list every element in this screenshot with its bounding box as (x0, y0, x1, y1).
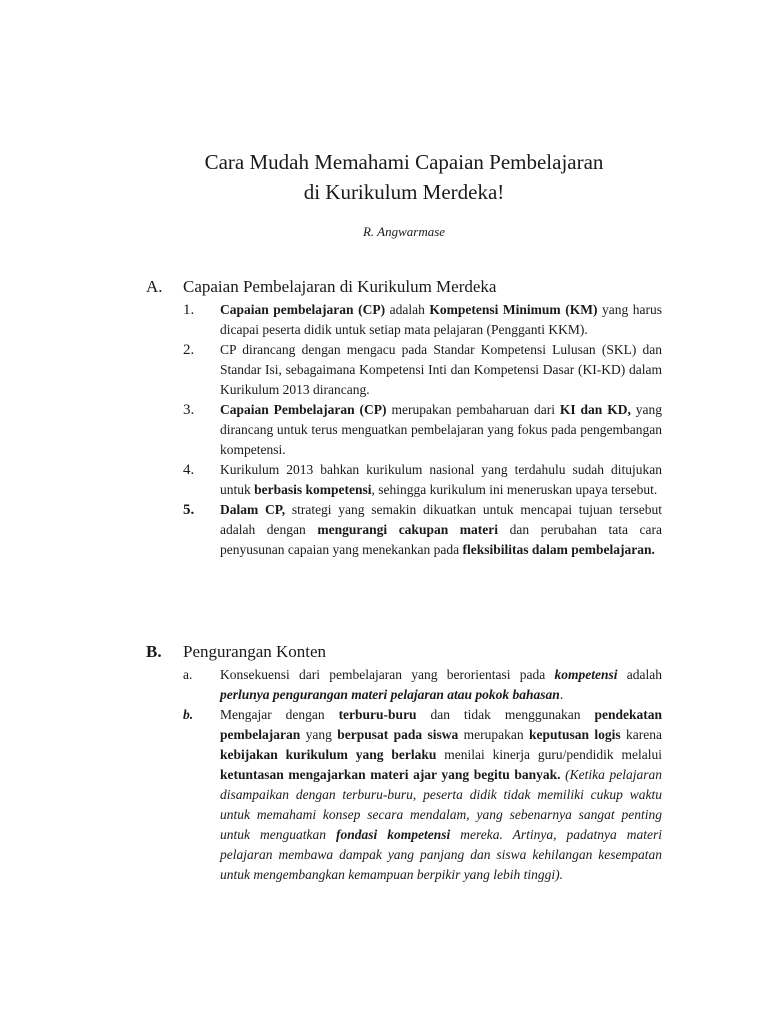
section-b-letter: B. (146, 642, 162, 661)
list-item-number: 4. (183, 462, 195, 478)
section-a-letter: A. (146, 277, 163, 296)
text-run: strategi yang semakin dikuatkan untuk mencapai tujuan tersebut adalah dengan (220, 502, 662, 537)
list-item-text (220, 500, 662, 560)
section-a-list (183, 300, 662, 560)
text-run: yang dirancang untuk terus menguatkan pembelajaran yang fokus pada pengembangan kompetensi. (220, 402, 662, 457)
list-item-text (220, 340, 662, 400)
author-name: R. Angwarmase (362, 224, 446, 239)
list-item-number: 2. (183, 342, 195, 358)
text-run: Konsekuensi dari pembelajaran yang berorientasi pada (220, 667, 555, 682)
text-run: Capaian Pembelajaran (CP) (220, 402, 387, 417)
text-run: fondasi kompetensi (336, 827, 451, 842)
text-run: (Ketika pelajaran disampaikan dengan terburu-buru, peserta didik tidak memiliki cukup waktu untuk memahami konsep secara mendalam, yang sebenarnya sangat penting untuk menguatkan (220, 767, 662, 842)
list-item (183, 460, 662, 500)
text-run: merupakan (458, 727, 529, 742)
text-run: Kurikulum 2013 bahkan kurikulum nasional yang terdahulu sudah ditujukan untuk (220, 462, 662, 497)
text-run: dan tidak menggunakan (416, 707, 595, 722)
document-title (0, 147, 768, 207)
text-run: pendekatan pembelajaran (220, 707, 662, 742)
text-run: kompetensi (554, 667, 618, 682)
list-item-number: b. (183, 707, 194, 722)
text-run: . (559, 687, 564, 702)
list-item-text (220, 300, 662, 340)
text-run: menilai kinerja guru/pendidik melalui (436, 747, 662, 762)
list-item-number: 5. (183, 502, 195, 518)
list-item-text (220, 400, 662, 460)
list-item-text (220, 665, 662, 705)
text-run: Kompetensi Minimum (KM) (429, 302, 598, 317)
text-run: fleksibilitas dalam pembelajaran. (462, 542, 655, 557)
text-run: terburu-buru (338, 707, 417, 722)
section-b (146, 641, 662, 885)
list-item (183, 705, 662, 885)
list-item (183, 500, 662, 560)
title-line-1: Cara Mudah Memahami Capaian Pembelajaran (204, 150, 604, 174)
text-run: Dalam CP, (220, 502, 286, 517)
list-item-text (220, 705, 662, 885)
text-run: kebijakan kurikulum yang berlaku (220, 747, 437, 762)
list-item (183, 665, 662, 705)
list-item-number: a. (183, 667, 193, 682)
text-run: ketuntasan mengajarkan materi ajar yang begitu banyak. (220, 767, 561, 782)
text-run: mereka. Artinya, padatnya materi pelajaran membawa dampak yang panjang dan siswa kehilangan kesempatan untuk mengembangkan kemampuan berpikir yang lebih tinggi). (220, 827, 662, 882)
text-run: adalah (385, 302, 430, 317)
text-run: berpusat pada siswa (337, 727, 459, 742)
text-run: yang harus dicapai peserta didik untuk setiap mata pelajaran (Pengganti KKM). (220, 302, 663, 337)
text-run: dan perubahan tata cara penyusunan capaian yang menekankan pada (220, 522, 662, 557)
section-a-heading (146, 276, 662, 298)
text-run: adalah (617, 667, 662, 682)
section-b-title: Pengurangan Konten (183, 642, 327, 661)
text-run: berbasis kompetensi (254, 482, 372, 497)
list-item-text (220, 460, 662, 500)
section-b-heading (146, 641, 662, 663)
title-line-2: di Kurikulum Merdeka! (303, 180, 505, 204)
text-run: karena (620, 727, 662, 742)
text-run: perlunya pengurangan materi pelajaran atau pokok bahasan (220, 687, 560, 702)
text-run: KI dan KD, (559, 402, 631, 417)
section-a-title: Capaian Pembelajaran di Kurikulum Merdeka (183, 277, 497, 296)
section-b-list (183, 665, 662, 885)
list-item (183, 340, 662, 400)
text-run: , sehingga kurikulum ini meneruskan upaya tersebut. (371, 482, 658, 497)
text-run: Mengajar dengan (220, 707, 339, 722)
section-a (146, 276, 662, 560)
list-item-number: 1. (183, 302, 195, 318)
text-run: Capaian pembelajaran (CP) (220, 302, 386, 317)
text-run: yang (300, 727, 338, 742)
text-run: merupakan pembaharuan dari (386, 402, 560, 417)
list-item (183, 400, 662, 460)
text-run: keputusan logis (528, 727, 621, 742)
text-run: mengurangi cakupan materi (317, 522, 499, 537)
list-item-number: 3. (183, 402, 195, 418)
text-run: CP dirancang dengan mengacu pada Standar Kompetensi Lulusan (SKL) dan Standar Isi, sebagaimana Kompetensi Inti dan Kompetensi Dasar (KI-KD) dalam Kurikulum 2013 dirancang. (220, 342, 662, 397)
list-item (183, 300, 662, 340)
